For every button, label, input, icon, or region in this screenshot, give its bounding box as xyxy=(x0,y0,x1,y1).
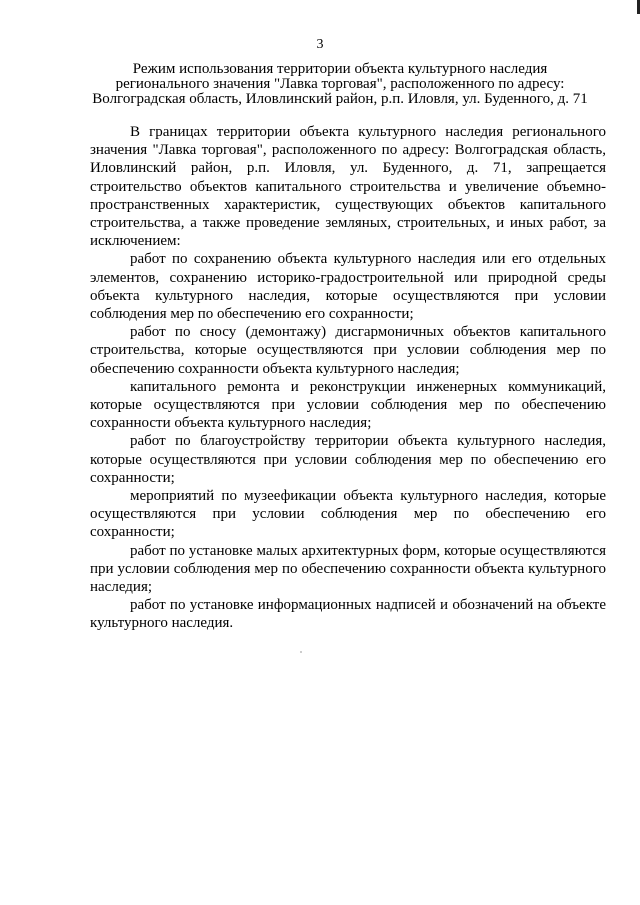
exception-item: мероприятий по музеефикации объекта культурного наследия, которые осуществляются при условии соблюдения мер по обеспечению его сохранности; xyxy=(90,488,606,541)
exception-item: работ по установке информационных надписей и обозначений на объекте культурного наследия. xyxy=(90,597,606,632)
exception-item: работ по сохранению объекта культурного наследия или его отдельных элементов, сохранению историко-градостроительной или природной среды объекта культурного наследия, которые осуществляются при условии соблюдения мер по обеспечению его сохранности; xyxy=(90,251,606,323)
title-line: Волгоградская область, Иловлинский район, р.п. Иловля, ул. Буденного, д. 71 xyxy=(92,91,588,107)
exception-item: капитального ремонта и реконструкции инженерных коммуникаций, которые осуществляются при условии соблюдения мер по обеспечению сохранности объекта культурного наследия; xyxy=(90,378,606,432)
title-line: регионального значения "Лавка торговая", расположенного по адресу: xyxy=(115,76,565,92)
title-line: Режим использования территории объекта культурного наследия xyxy=(132,61,548,77)
intro-paragraph: В границах территории объекта культурного наследия регионального значения "Лавка торговая", расположенного по адресу: Волгоградская область, Иловлинский район, р.п. Иловля, ул. Буденного, д. 71, запрещается строительство объектов капитального строительства и увеличение объемно-пространственных характеристик, существующих объектов капитального строительства, а также проведение земляных, строительных, и иных работ, за исключением: xyxy=(90,124,606,250)
exception-item: работ по установке малых архитектурных форм, которые осуществляются при условии соблюдения мер по обеспечению сохранности объекта культурного наследия; xyxy=(90,542,606,596)
exception-item: работ по благоустройству территории объекта культурного наследия, которые осуществляются при условии соблюдения мер по обеспечению его сохранности; xyxy=(90,433,606,486)
document-body xyxy=(90,123,606,633)
document-title xyxy=(60,62,620,107)
page-number: 3 xyxy=(316,37,324,52)
scan-speck xyxy=(300,651,302,653)
exception-item: работ по сносу (демонтажу) дисгармоничных объектов капитального строительства, которые осуществляются при условии соблюдения мер по обеспечению сохранности объекта культурного наследия; xyxy=(90,324,606,377)
